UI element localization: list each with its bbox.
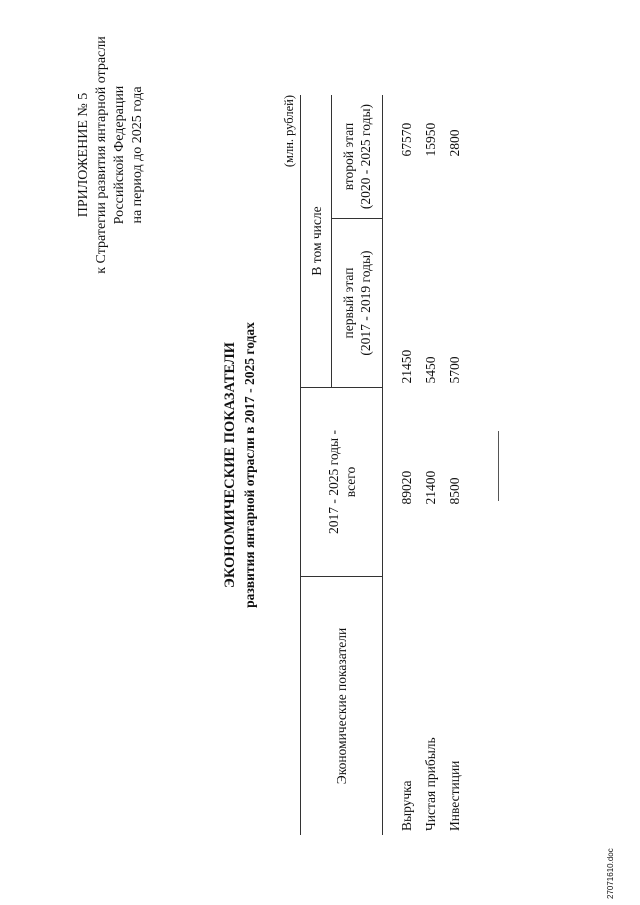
- row-phase-2-value: 67570: [399, 122, 414, 157]
- header-total-line1: 2017 - 2025 годы -: [325, 430, 341, 534]
- title-main: ЭКОНОМИЧЕСКИЕ ПОКАЗАТЕЛИ: [222, 342, 238, 588]
- header-total: [301, 388, 383, 577]
- header-phase-1-line1: первый этап: [341, 267, 356, 339]
- header-indicator-name: [301, 577, 383, 836]
- header-including-label: В том числе: [308, 206, 324, 276]
- header-phase-2: [332, 95, 383, 219]
- indicators-table: [300, 95, 467, 835]
- row-phase-1-value: 21450: [399, 349, 414, 384]
- table-row: [443, 95, 467, 835]
- appendix-number: ПРИЛОЖЕНИЕ № 5: [76, 92, 91, 218]
- row-phase-2-value: 2800: [447, 129, 462, 157]
- row-total-value: 8500: [447, 477, 462, 505]
- appendix-country: Российской Федерации: [112, 85, 127, 225]
- header-indicator-label: Экономические показатели: [334, 627, 349, 785]
- units-note: (млн. рублей): [282, 95, 296, 168]
- document-title: [220, 285, 260, 645]
- row-indicator-name: Чистая прибыль: [423, 737, 438, 831]
- row-total-value: 89020: [399, 470, 414, 505]
- header-phase-1: [332, 219, 383, 388]
- header-phase-1-line2: (2017 - 2019 годы): [358, 250, 373, 356]
- row-total-value: 21400: [423, 470, 438, 505]
- appendix-strategy-ref: к Стратегии развития янтарной отрасли: [94, 36, 109, 274]
- appendix-header: [75, 25, 147, 285]
- row-phase-2-value: 15950: [423, 122, 438, 157]
- row-indicator-name: Выручка: [399, 780, 414, 831]
- row-phase-1-value: 5700: [447, 356, 462, 384]
- appendix-period: на период до 2025 года: [130, 86, 145, 224]
- row-phase-1-value: 5450: [423, 356, 438, 384]
- header-phase-2-line2: (2020 - 2025 годы): [358, 103, 373, 210]
- row-indicator-name: Инвестиции: [447, 760, 462, 831]
- header-total-line2: всего: [342, 466, 358, 498]
- table-row: [383, 95, 420, 835]
- header-including-group: [301, 95, 332, 388]
- end-divider-line: [498, 431, 499, 501]
- title-subtitle: развития янтарной отрасли в 2017 - 2025 годах: [242, 322, 257, 608]
- table-row: [419, 95, 443, 835]
- file-reference: 27071610.doc: [606, 848, 615, 899]
- header-phase-2-line1: второй этап: [341, 122, 356, 191]
